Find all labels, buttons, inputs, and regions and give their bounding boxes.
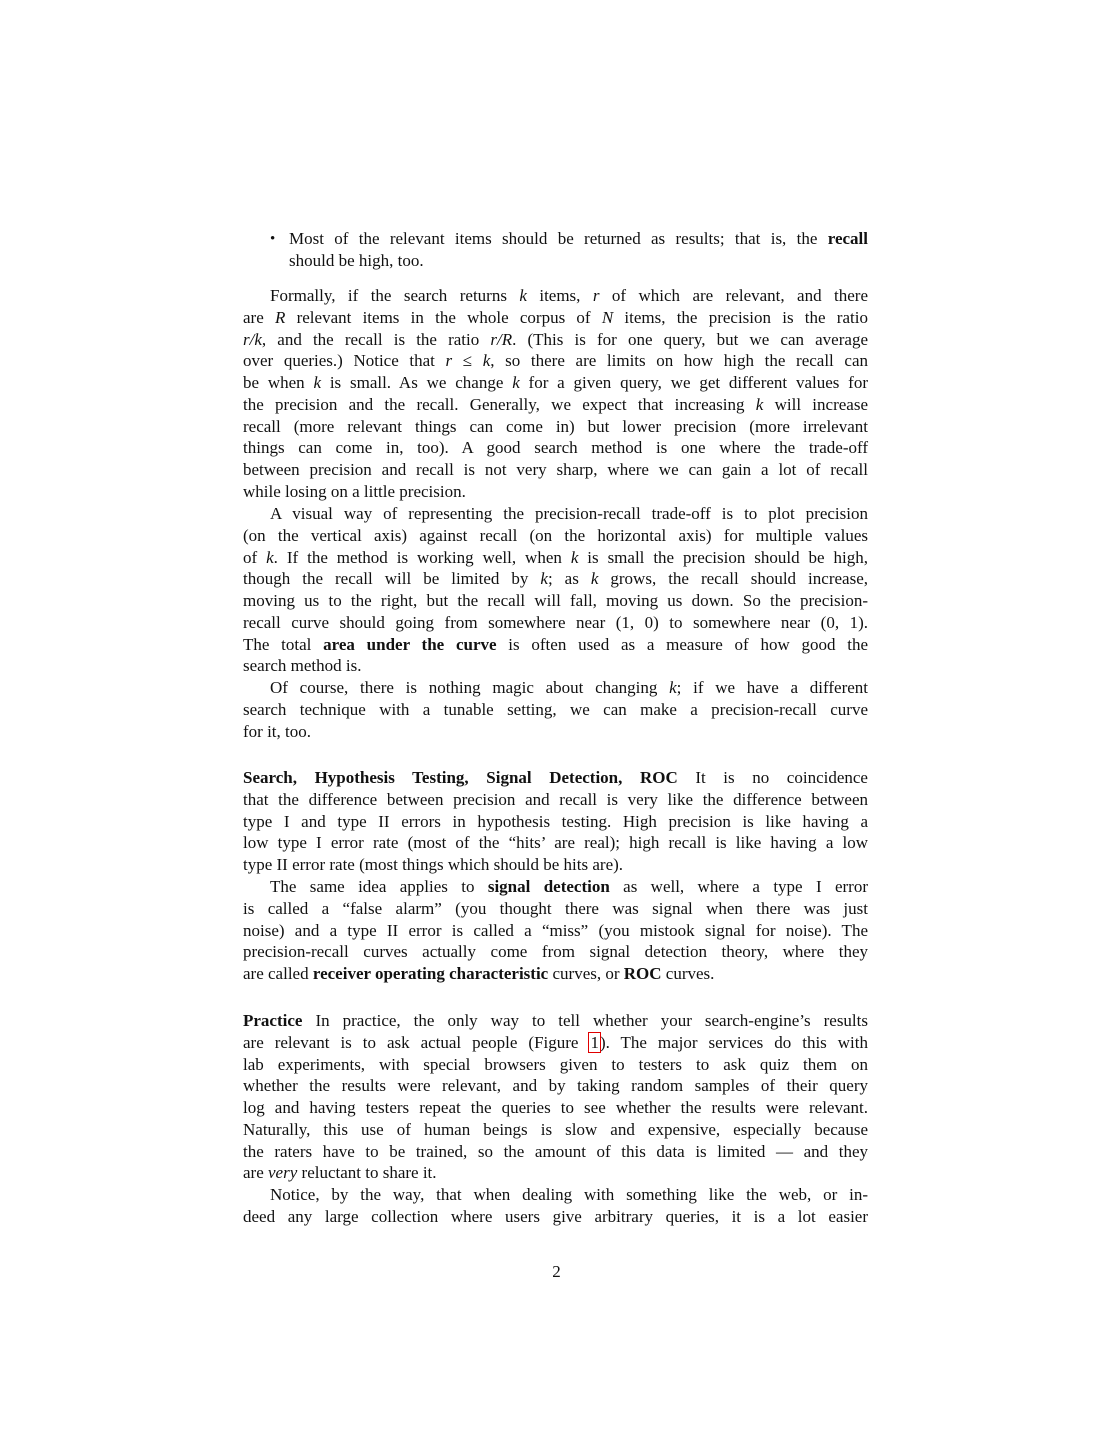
text-segment: Of course, there is nothing magic about changing [270,678,670,697]
text-segment: search method is. [243,656,362,676]
bold-text: signal detection [487,877,610,896]
text-line [243,285,868,307]
italic-text: N [601,307,614,327]
text-line [243,307,868,329]
bold-text: area under the curve [323,634,497,654]
text-line [243,1097,868,1119]
text-line [289,250,868,272]
text-line [243,898,868,920]
text-segment: recall curve should going from somewhere near (1, 0) to somewhere near (0, 1). [243,612,868,632]
text-line [243,329,868,351]
italic-text: k [590,569,599,589]
text-segment: , and the recall is the ratio [261,329,491,349]
text-segment: will increase [763,394,868,414]
text-segment: It is no coincidence [677,768,868,787]
text-segment: is often used as a measure of how good the [496,634,868,654]
text-line [243,525,868,547]
text-segment: is small. As we change [321,373,513,392]
text-segment: Naturally, this use of human beings is slow and expensive, especially because [243,1119,868,1139]
text-line [243,416,868,438]
text-line [243,721,868,743]
text-line [243,437,868,459]
text-segment: The total [243,634,324,654]
text-segment: that the difference between precision and recall is very like the difference between [243,789,868,809]
bold-text: ROC [623,964,662,983]
text-line [243,481,868,503]
text-segment: be when [243,373,314,392]
paragraph [243,1184,868,1228]
italic-text: k [755,394,764,414]
text-line [243,963,868,985]
text-segment: are [243,307,275,327]
text-segment: as well, where a type I error [609,877,868,896]
text-line [243,1054,868,1076]
text-line [243,655,868,677]
text-line [243,459,868,481]
section-paragraph [243,1010,868,1184]
text-segment: while losing on a little precision. [243,481,466,501]
text-line [243,920,868,942]
text-segment: items, the precision is the ratio [613,307,868,327]
text-line [243,1075,868,1097]
page-number: 2 [552,1262,561,1281]
text-segment: search technique with a tunable setting, we can make a precision-recall curve [243,699,868,719]
text-segment: Notice, by the way, that when dealing with something like the web, or in- [270,1185,868,1204]
text-segment: items, [526,286,593,305]
figure-reference-link[interactable]: 1 [590,1032,599,1052]
text-segment: for a given query, we get different values for [519,373,869,392]
text-segment: Most of the relevant items should be returned as results; that is, the [289,229,828,248]
text-segment: ; if we have a different [676,678,869,697]
bold-text: recall [827,229,868,248]
text-line [243,394,868,416]
text-segment: though the recall will be limited by [243,569,541,589]
text-segment: type II error rate (most things which should be hits are). [243,855,624,874]
text-line [243,612,868,634]
text-segment: for it, too. [243,721,311,741]
text-segment: is called a “false alarm” (you thought there was signal when there was just [243,898,868,918]
text-segment: . If the method is working well, when [273,547,571,567]
text-line [243,1184,868,1206]
text-segment: are [243,1163,269,1183]
text-segment: Formally, if the search returns [270,286,520,305]
bullet-item [289,228,868,272]
text-segment: over queries.) Notice that [243,351,446,371]
text-segment: the precision and the recall. Generally, we expect that increasing [243,394,756,414]
text-segment: ; as [547,569,591,589]
text-line [243,568,868,590]
text-line [243,1032,868,1054]
text-segment: low type I error rate (most of the “hits’ are real); high recall is like having a low [243,833,868,853]
text-segment: relevant items in the whole corpus of [285,307,602,327]
italic-text: k [266,547,274,567]
italic-text: k [512,373,520,392]
paragraph [243,285,868,503]
text-segment: precision-recall curves actually come from signal detection theory, where they [243,942,868,962]
text-line [243,372,868,394]
text-line [243,941,868,963]
text-line [243,854,868,876]
text-segment: log and having testers repeat the queries to see whether the results were relevant. [243,1098,868,1117]
text-line [243,1119,868,1141]
paragraph [243,876,868,985]
italic-text: r [592,286,600,305]
italic-text: r [445,351,453,371]
italic-text: R [274,307,286,327]
italic-text: k [313,373,322,392]
text-line [243,789,868,811]
section-paragraph [243,767,868,876]
text-segment: reluctant to share it. [297,1163,437,1183]
text-line [243,1141,868,1163]
italic-text: k [482,351,491,371]
text-line [243,350,868,372]
bold-text: receiver operating characteristic [312,964,549,983]
text-segment: ). The major services do this with [599,1032,868,1052]
text-segment: lab experiments, with special browsers given to testers to ask quiz them on [243,1054,868,1074]
text-segment: is small the precision should be high, [578,547,869,567]
italic-text: k [540,569,548,589]
paragraph [243,503,868,677]
text-line [243,677,868,699]
text-segment: In practice, the only way to tell whether your search-engine’s results [302,1011,868,1030]
text-segment: curves, or [548,964,624,983]
text-segment: are called [243,964,313,983]
text-segment: whether the results were relevant, and by taking random samples of their query [243,1076,868,1096]
text-segment: the raters have to be trained, so the amount of this data is limited — and they [243,1141,868,1161]
text-segment: recall (more relevant things can come in) but lower precision (more irrelevant [243,416,868,436]
text-segment: . (This is for one query, but we can average [512,329,868,349]
text-segment: curves. [661,964,715,983]
text-segment: should be high, too. [289,250,424,270]
italic-text: k [669,678,677,697]
text-line [243,1010,868,1032]
text-line [243,503,868,525]
text-line [243,699,868,721]
bold-text: Practice [243,1011,303,1030]
italic-text: r/k [243,329,262,349]
text-line [289,228,868,250]
text-segment: of [243,547,267,567]
bullet-icon: • [270,231,276,247]
italic-text: r/R [490,329,513,349]
text-line [243,590,868,612]
italic-text: very [268,1163,298,1183]
text-segment: ≤ [452,351,483,371]
text-line [243,547,868,569]
bold-text: Search, Hypothesis Testing, Signal Detection, ROC [243,768,678,787]
text-line [243,876,868,898]
text-segment: of which are relevant, and there [599,286,868,305]
italic-text: k [570,547,579,567]
text-segment: between precision and recall is not very sharp, where we can gain a lot of recall [243,460,868,479]
text-segment: moving us to the right, but the recall will fall, moving us down. So the precision- [243,591,868,610]
text-line [243,1206,868,1228]
text-segment: things can come in, too). A good search method is one where the trade-off [243,438,868,458]
text-segment: are relevant is to ask actual people (Figure [243,1032,590,1052]
text-line [243,832,868,854]
text-segment: type I and type II errors in hypothesis testing. High precision is like having a [243,811,868,831]
text-line [243,634,868,656]
text-line [243,767,868,789]
italic-text: k [519,286,527,305]
paragraph [243,677,868,742]
text-segment: A visual way of representing the precision-recall trade-off is to plot precision [270,504,868,523]
text-segment: grows, the recall should increase, [598,569,868,589]
text-segment: The same idea applies to [270,877,488,896]
text-line [243,811,868,833]
text-segment: deed any large collection where users give arbitrary queries, it is a lot easier [243,1206,868,1226]
text-line [243,1162,868,1184]
text-segment: (on the vertical axis) against recall (on the horizontal axis) for multiple values [243,525,868,545]
text-segment: , so there are limits on how high the recall can [490,351,868,371]
text-segment: noise) and a type II error is called a “miss” (you mistook signal for noise). The [243,920,868,940]
